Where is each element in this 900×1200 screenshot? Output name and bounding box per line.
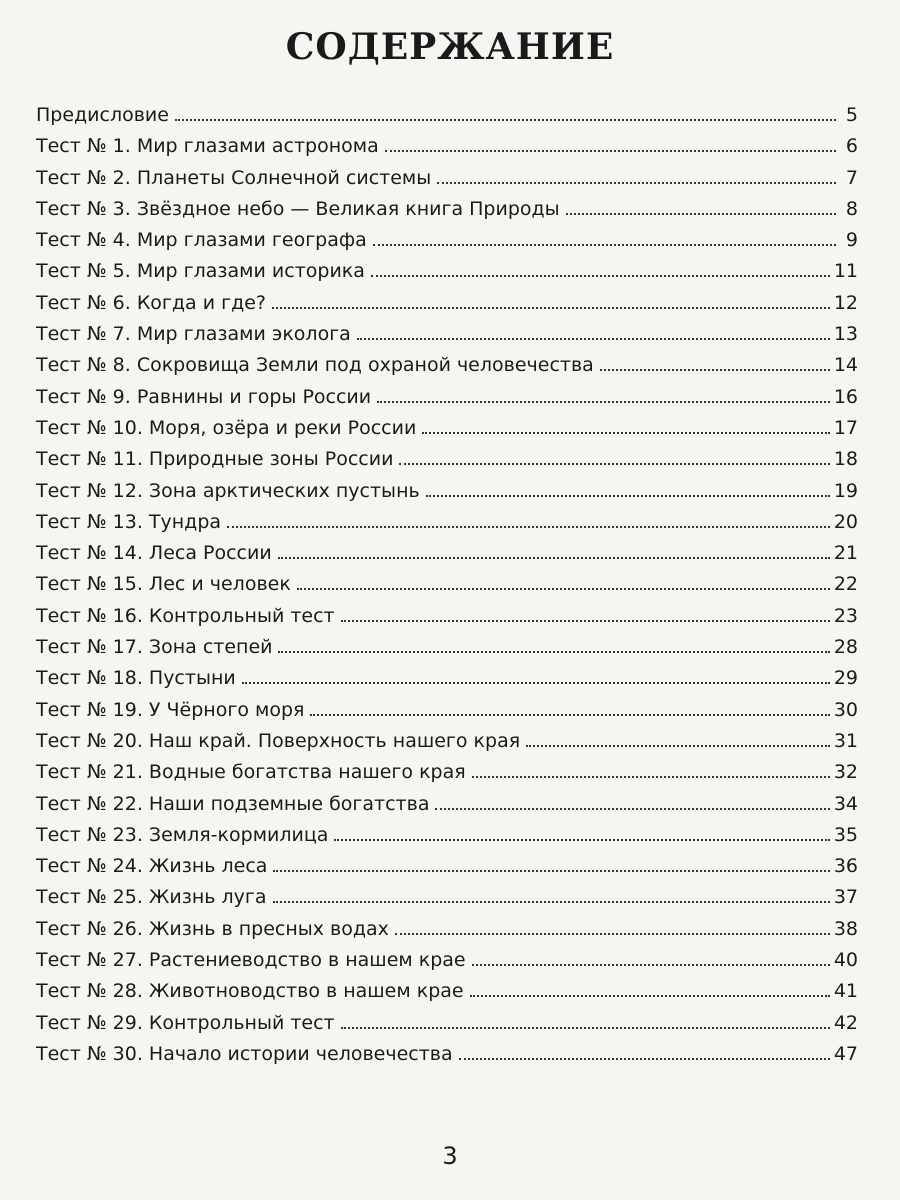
- toc-entry-page: 13: [833, 323, 858, 346]
- toc-entry-page: 11: [833, 260, 858, 283]
- dot-leader: [600, 369, 830, 371]
- dot-leader: [385, 150, 836, 152]
- page-title: СОДЕРЖАНИЕ: [285, 26, 615, 68]
- dot-leader: [278, 557, 830, 559]
- dot-leader: [472, 776, 830, 778]
- toc-entry-title: Тест № 5. Мир глазами историка: [36, 260, 365, 283]
- toc-entry[interactable]: [36, 945, 858, 976]
- toc-entry[interactable]: [36, 413, 858, 444]
- toc-entry-title: Тест № 14. Леса России: [36, 542, 272, 565]
- toc-entry-title: Тест № 28. Животноводство в нашем крае: [36, 980, 464, 1003]
- toc-entry-page: 5: [845, 104, 858, 126]
- toc-entry-page: 29: [833, 667, 858, 690]
- toc-entry[interactable]: [36, 789, 858, 820]
- dot-leader: [278, 651, 829, 653]
- toc-entry-page: 22: [833, 573, 858, 596]
- toc-entry[interactable]: [36, 163, 858, 194]
- toc-entry[interactable]: [36, 1039, 858, 1070]
- dot-leader: [472, 964, 830, 966]
- toc-entry-page: 32: [833, 761, 858, 784]
- toc-entry[interactable]: [36, 757, 858, 788]
- toc-entry[interactable]: [36, 569, 858, 600]
- toc-entry-title: Тест № 20. Наш край. Поверхность нашего края: [36, 729, 521, 752]
- toc-entry-title: Тест № 23. Земля-кормилица: [36, 823, 329, 846]
- toc-entry[interactable]: [36, 194, 858, 225]
- dot-leader: [526, 745, 830, 747]
- toc-entry[interactable]: [36, 288, 858, 319]
- toc-entry-title: Тест № 18. Пустыни: [36, 667, 236, 690]
- toc-entry-page: 23: [833, 604, 858, 627]
- toc-entry[interactable]: [36, 820, 858, 851]
- toc-entry-page: 18: [833, 448, 858, 471]
- dot-leader: [395, 933, 830, 935]
- toc-entry[interactable]: [36, 538, 858, 569]
- toc-entry-page: 12: [833, 291, 858, 314]
- toc-entry-title: Предисловие: [36, 104, 169, 126]
- toc-entry-title: Тест № 8. Сокровища Земли под охраной человечества: [36, 354, 594, 377]
- dot-leader: [272, 307, 830, 309]
- toc-entry[interactable]: [36, 663, 858, 694]
- toc-entry[interactable]: [36, 601, 858, 632]
- dot-leader: [426, 495, 830, 497]
- toc-entry-page: 28: [833, 636, 858, 659]
- toc-entry-page: 20: [833, 510, 858, 533]
- toc-entry[interactable]: [36, 507, 858, 538]
- dot-leader: [470, 995, 830, 997]
- toc-entry[interactable]: [36, 882, 858, 913]
- toc-entry-page: 17: [833, 416, 858, 439]
- toc-entry-title: Тест № 9. Равнины и горы России: [36, 385, 372, 408]
- toc-entry-page: 6: [845, 135, 858, 158]
- toc-entry[interactable]: [36, 976, 858, 1007]
- toc-entry-title: Тест № 4. Мир глазами географа: [36, 229, 367, 252]
- toc-entry-title: Тест № 16. Контрольный тест: [36, 604, 335, 627]
- toc-entry-page: 30: [833, 698, 858, 721]
- dot-leader: [227, 526, 830, 528]
- toc-entry[interactable]: [36, 444, 858, 475]
- toc-entry-page: 7: [845, 166, 858, 189]
- toc-entry-page: 40: [833, 949, 858, 972]
- dot-leader: [334, 839, 829, 841]
- toc-entry-title: Тест № 26. Жизнь в пресных водах: [36, 917, 389, 940]
- toc-entry-title: Тест № 11. Природные зоны России: [36, 448, 394, 471]
- toc-entry[interactable]: [36, 914, 858, 945]
- toc-entry[interactable]: [36, 695, 858, 726]
- toc-entry[interactable]: [36, 100, 858, 131]
- toc-entry[interactable]: [36, 319, 858, 350]
- toc-entry-page: 38: [833, 917, 858, 940]
- dot-leader: [357, 338, 830, 340]
- toc-entry[interactable]: [36, 225, 858, 256]
- toc-entry-page: 14: [833, 354, 858, 377]
- toc-entry[interactable]: [36, 476, 858, 507]
- table-of-contents: [36, 100, 858, 1070]
- toc-entry-page: 8: [845, 197, 858, 220]
- toc-entry-title: Тест № 22. Наши подземные богатства: [36, 792, 430, 815]
- toc-entry-title: Тест № 7. Мир глазами эколога: [36, 323, 351, 346]
- dot-leader: [175, 119, 836, 121]
- toc-entry-title: Тест № 2. Планеты Солнечной системы: [36, 166, 432, 189]
- toc-entry-title: Тест № 21. Водные богатства нашего края: [36, 761, 466, 784]
- toc-entry-page: 41: [833, 980, 858, 1003]
- toc-entry[interactable]: [36, 350, 858, 381]
- dot-leader: [437, 182, 836, 184]
- toc-entry[interactable]: [36, 1008, 858, 1039]
- toc-entry[interactable]: [36, 726, 858, 757]
- dot-leader: [566, 213, 836, 215]
- toc-entry-title: Тест № 12. Зона арктических пустынь: [36, 479, 420, 502]
- page-number: 3: [442, 1142, 458, 1170]
- dot-leader: [273, 901, 830, 903]
- dot-leader: [422, 432, 829, 434]
- toc-entry-page: 31: [833, 729, 858, 752]
- toc-entry-title: Тест № 15. Лес и человек: [36, 573, 291, 596]
- dot-leader: [371, 275, 830, 277]
- toc-entry-title: Тест № 30. Начало истории человечества: [36, 1042, 453, 1065]
- dot-leader: [341, 620, 830, 622]
- toc-entry-page: 37: [833, 886, 858, 909]
- toc-entry-title: Тест № 6. Когда и где?: [36, 291, 267, 314]
- dot-leader: [297, 588, 830, 590]
- toc-entry[interactable]: [36, 632, 858, 663]
- toc-entry-page: 35: [833, 823, 858, 846]
- toc-entry[interactable]: [36, 382, 858, 413]
- toc-entry-page: 21: [833, 542, 858, 565]
- dot-leader: [435, 808, 829, 810]
- toc-entry-title: Тест № 27. Растениеводство в нашем крае: [36, 949, 466, 972]
- toc-entry[interactable]: [36, 256, 858, 287]
- toc-entry-page: 47: [833, 1042, 858, 1065]
- toc-entry-title: Тест № 3. Звёздное небо — Великая книга Природы: [36, 197, 560, 220]
- toc-entry-title: Тест № 19. У Чёрного моря: [36, 698, 305, 721]
- dot-leader: [310, 714, 829, 716]
- toc-entry-title: Тест № 25. Жизнь луга: [36, 886, 267, 909]
- toc-entry-title: Тест № 29. Контрольный тест: [36, 1011, 335, 1034]
- toc-entry-page: 42: [833, 1011, 858, 1034]
- toc-entry-title: Тест № 13. Тундра: [36, 510, 222, 533]
- toc-entry[interactable]: [36, 131, 858, 162]
- dot-leader: [373, 244, 836, 246]
- toc-entry-page: 19: [833, 479, 858, 502]
- toc-entry-page: 9: [845, 229, 858, 252]
- toc-entry-title: Тест № 24. Жизнь леса: [36, 855, 268, 878]
- toc-entry[interactable]: [36, 851, 858, 882]
- dot-leader: [242, 682, 830, 684]
- dot-leader: [399, 463, 829, 465]
- toc-entry-page: 16: [833, 385, 858, 408]
- toc-entry-title: Тест № 1. Мир глазами астронома: [36, 135, 379, 158]
- dot-leader: [341, 1027, 830, 1029]
- dot-leader: [459, 1058, 830, 1060]
- toc-entry-page: 36: [833, 855, 858, 878]
- dot-leader: [273, 870, 829, 872]
- toc-entry-title: Тест № 17. Зона степей: [36, 636, 273, 659]
- toc-entry-page: 34: [833, 792, 858, 815]
- toc-entry-title: Тест № 10. Моря, озёра и реки России: [36, 416, 417, 439]
- dot-leader: [377, 401, 830, 403]
